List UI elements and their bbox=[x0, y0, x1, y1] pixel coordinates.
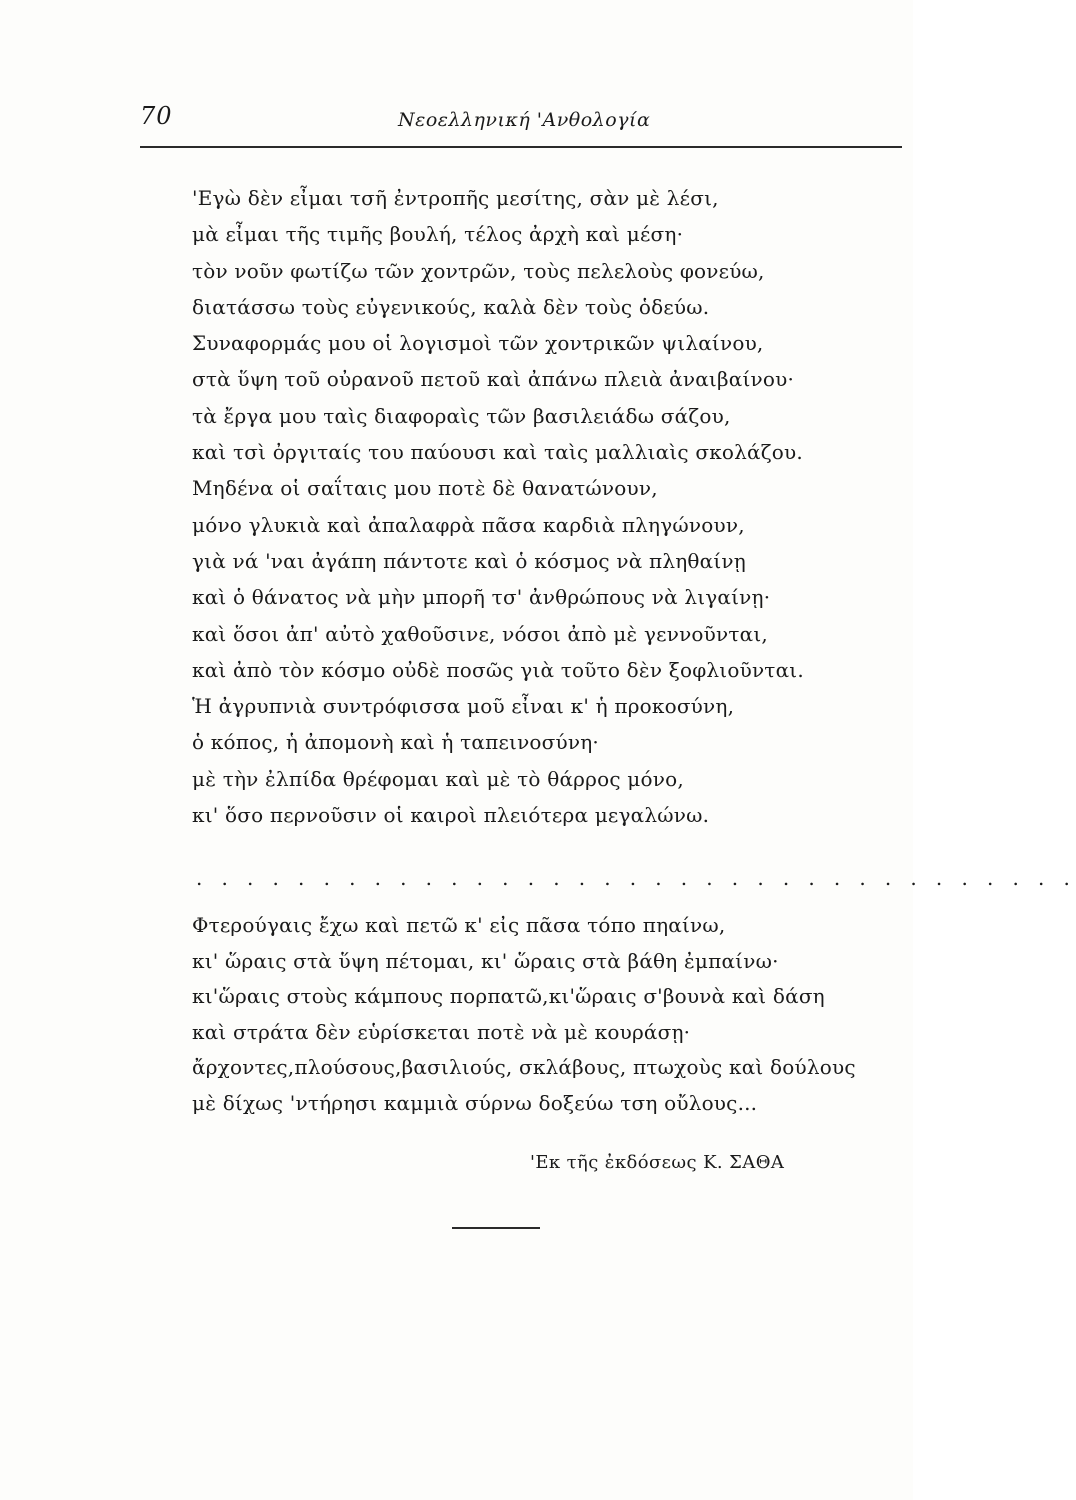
poem-line: 'Εγὼ δὲν εἶμαι τσῆ ἐντροπῆς μεσίτης, σὰν μὲ λέσι, bbox=[192, 186, 719, 210]
poem-line: ἄρχοντες,πλούσους,βασιλιούς, σκλάβους, πτωχοὺς καὶ δούλους bbox=[192, 1055, 856, 1080]
page-number: 70 bbox=[140, 102, 173, 130]
poem-line: καὶ τσὶ ὀργιταίς του παύουσι καὶ ταὶς μαλλιαὶς σκολάζου. bbox=[192, 440, 803, 465]
header-rule bbox=[140, 146, 902, 148]
poem-line: στὰ ὕψη τοῦ οὐρανοῦ πετοῦ καὶ ἀπάνω πλειὰ ἀναιβαίνου· bbox=[192, 367, 794, 392]
page-header bbox=[140, 102, 900, 142]
poem-line: μὰ εἶμαι τῆς τιμῆς βουλή, τέλος ἀρχὴ καὶ μέση· bbox=[192, 222, 684, 247]
poem-line: Συναφορμάς μου οἱ λογισμοὶ τῶν χοντρικῶν ψιλαίνου, bbox=[192, 331, 764, 356]
poem-line: καὶ ὁ θάνατος νὰ μὴν μπορῆ τσ' ἀνθρώπους νὰ λιγαίνῃ· bbox=[192, 585, 771, 610]
poem-line: μὲ τὴν ἐλπίδα θρέφομαι καὶ μὲ τὸ θάρρος μόνο, bbox=[192, 766, 684, 791]
source-attribution: 'Εκ τῆς ἐκδόσεως Κ. ΣΑΘΑ bbox=[530, 1152, 785, 1173]
poem-line: διατάσσω τοὺς εὐγενικούς, καλὰ δὲν τοὺς ὁδεύω. bbox=[192, 294, 710, 319]
poem-line: γιὰ νά 'ναι ἀγάπη πάντοτε καὶ ὁ κόσμος νὰ πληθαίνῃ bbox=[192, 548, 746, 573]
poem-line: τὰ ἔργα μου ταὶς διαφοραὶς τῶν βασιλειάδω σάζου, bbox=[192, 403, 731, 428]
poem-line: Ἡ ἀγρυπνιὰ συντρόφισσα μοῦ εἶναι κ' ἡ προκοσύνη, bbox=[192, 694, 735, 719]
poem-line: τὸν νοῦν φωτίζω τῶν χοντρῶν, τοὺς πελελοὺς φονεύω, bbox=[192, 258, 765, 283]
poem-line: κι'ὥραις στοὺς κάμπους πορπατῶ,κι'ὥραις σ'βουνὰ καὶ δάση bbox=[192, 984, 825, 1009]
running-title: Νεοελληνική 'Ανθολογία bbox=[398, 109, 651, 131]
poem-line: μόνο γλυκιὰ καὶ ἀπαλαφρὰ πᾶσα καρδιὰ πληγώνουν, bbox=[192, 512, 745, 537]
poem-line: καὶ στράτα δὲν εὑρίσκεται ποτὲ νὰ μὲ κουράσῃ· bbox=[192, 1019, 691, 1044]
poem-line: Φτερούγαις ἔχω καὶ πετῶ κ' εἰς πᾶσα τόπο πηαίνω, bbox=[192, 913, 726, 937]
poem-line: Μηδένα οἱ σαΐταις μου ποτὲ δὲ θανατώνουν, bbox=[192, 476, 658, 501]
poem-line: ὁ κόπος, ἡ ἀπομονὴ καὶ ἡ ταπεινοσύνη· bbox=[192, 730, 599, 755]
ellipsis-separator: . . . . . . . . . . . . . . . . . . . . . . . . . . . . . . . . . . . bbox=[196, 866, 1076, 890]
poem-line: κι' ὅσο περνοῦσιν οἱ καιροὶ πλειότερα μεγαλώνω. bbox=[192, 803, 710, 828]
poem-line: καὶ ἀπὸ τὸν κόσμο οὐδὲ ποσῶς γιὰ τοῦτο δὲν ξοφλιοῦνται. bbox=[192, 657, 804, 682]
poem-stanza-2 bbox=[192, 908, 872, 1122]
poem-line: καὶ ὅσοι ἀπ' αὐτὸ χαθοῦσινε, νόσοι ἀπὸ μὲ γεννοῦνται, bbox=[192, 621, 768, 646]
poem-line: κι' ὥραις στὰ ὕψη πέτομαι, κι' ὥραις στὰ βάθη ἐμπαίνω· bbox=[192, 948, 779, 973]
end-rule bbox=[452, 1227, 540, 1229]
poem-stanza-1 bbox=[192, 180, 872, 833]
poem-line: μὲ δίχως 'ντήρησι καμμιὰ σύρνω δοξεύω τση οὔλους... bbox=[192, 1090, 758, 1115]
